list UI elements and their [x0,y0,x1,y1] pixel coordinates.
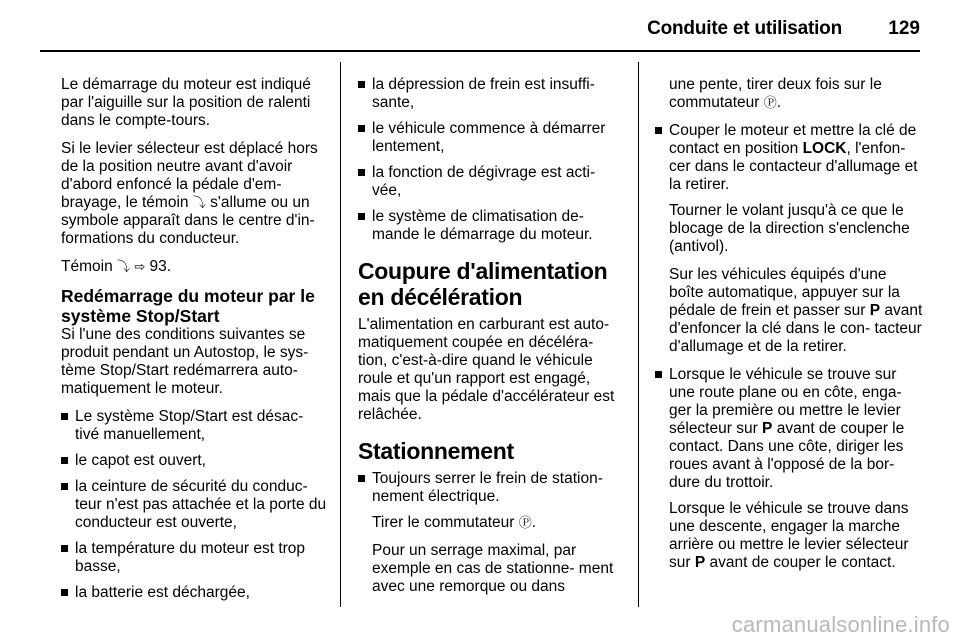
paragraph-max-application: Pour un serrage maximal, par exemple en cas de stationne- ment avec une remorque ou dans [372,542,614,595]
list-item: le véhicule commence à démarrer lentement, [358,120,626,156]
column-3 [655,76,925,582]
paragraph-idle: Le démarrage du moteur est indiqué par l'aiguille sur la position de ralenti dans le compte-tours. [61,76,311,129]
list-item: Couper le moteur et mettre la clé de contact en position LOCK, l'enfon- cer dans le contacteur d'allumage et la retirer. [655,122,925,194]
parking-steps-list [655,122,925,194]
stop-start-indicator-icon: ⤵ [117,259,131,274]
list-item: la ceinture de sécurité du conduc- teur n'est pas attachée et la porte du conducteur est ouverte, [61,478,327,532]
page-header-title: Conduite et utilisation [647,18,842,39]
stop-start-indicator-icon: ⤵ [192,195,206,210]
column-2 [358,76,626,606]
list-item: Le système Stop/Start est désac- tivé manuellement, [61,408,327,444]
watermark: carmanualsonline.info [731,612,950,637]
column-divider-2 [638,62,639,607]
restart-conditions-list [61,408,327,602]
heading-restart: Redémarrage du moteur par le système Stop/Start [61,286,315,326]
restart-conditions-list-continued [358,76,626,244]
header-rule [40,50,920,52]
parking-list [358,470,626,506]
paragraph-downhill: Lorsque le véhicule se trouve dans une descente, engager la marche arrière ou mettre le levier sélecteur sur P avant de couper le contact. [669,500,909,571]
paragraph-indicator-reference: Témoin ⤵ ⇨ 93. [61,258,172,275]
page-number: 129 [888,18,920,39]
list-item: la dépression de frein est insuffi- sante, [358,76,626,112]
paragraph-restart-conditions: Si l'une des conditions suivantes se produit pendant un Autostop, le sys- tème Stop/Start redémarrera auto- matiquement le moteur. [61,326,309,397]
heading-parking: Stationnement [358,438,514,464]
paragraph-steering-lock: Tourner le volant jusqu'à ce que le blocage de la direction s'enclenche (antivol). [669,202,910,255]
parking-brake-switch-icon: Ⓟ [763,95,777,110]
heading-fuel-cutoff: Coupure d'alimentation en décélération [358,258,608,310]
paragraph-pull-switch: Tirer le commutateur Ⓟ. [372,514,537,531]
list-item: le capot est ouvert, [61,452,327,470]
list-item: la fonction de dégivrage est acti- vée, [358,164,626,200]
list-item: la batterie est déchargée, [61,584,327,602]
list-item: Lorsque le véhicule se trouve sur une route plane ou en côte, enga- ger la première ou mettre le levier sélecteur sur P avant de couper le contact. Dans une côte, diriger les roues avant à l'opposé de la bor- dure du trottoir. [655,366,925,492]
paragraph-fuel-cutoff: L'alimentation en carburant est auto- matiquement coupée en décéléra- tion, c'est-à-dire quand le véhicule roule et qu'un rapport est engagé, mais que la pédale d'accélérateur est relâchée. [358,316,615,423]
page-reference-arrow-icon: ⇨ [134,259,146,274]
parking-brake-switch-icon: Ⓟ [518,515,532,530]
list-item: Toujours serrer le frein de station- nement électrique. [358,470,626,506]
paragraph-slope-pull-twice: une pente, tirer deux fois sur le commutateur Ⓟ. [669,76,882,111]
paragraph-selector-lever: Si le levier sélecteur est déplacé hors de la position neutre avant d'avoir d'abord enfoncé la pédale d'em- brayage, le témoin ⤵ s'allume ou un symbole apparaît dans le centre d'in- formations du conducteur. [61,140,318,247]
column-1 [61,76,327,610]
parking-steps-list-2 [655,366,925,492]
paragraph-automatic-gearbox: Sur les véhicules équipés d'une boîte automatique, appuyer sur la pédale de frein et passer sur P avant d'enfoncer la clé dans le con- tacteur d'allumage et de la retirer. [669,266,923,355]
column-divider-1 [340,62,341,607]
list-item: le système de climatisation de- mande le démarrage du moteur. [358,208,626,244]
list-item: la température du moteur est trop basse, [61,540,327,576]
